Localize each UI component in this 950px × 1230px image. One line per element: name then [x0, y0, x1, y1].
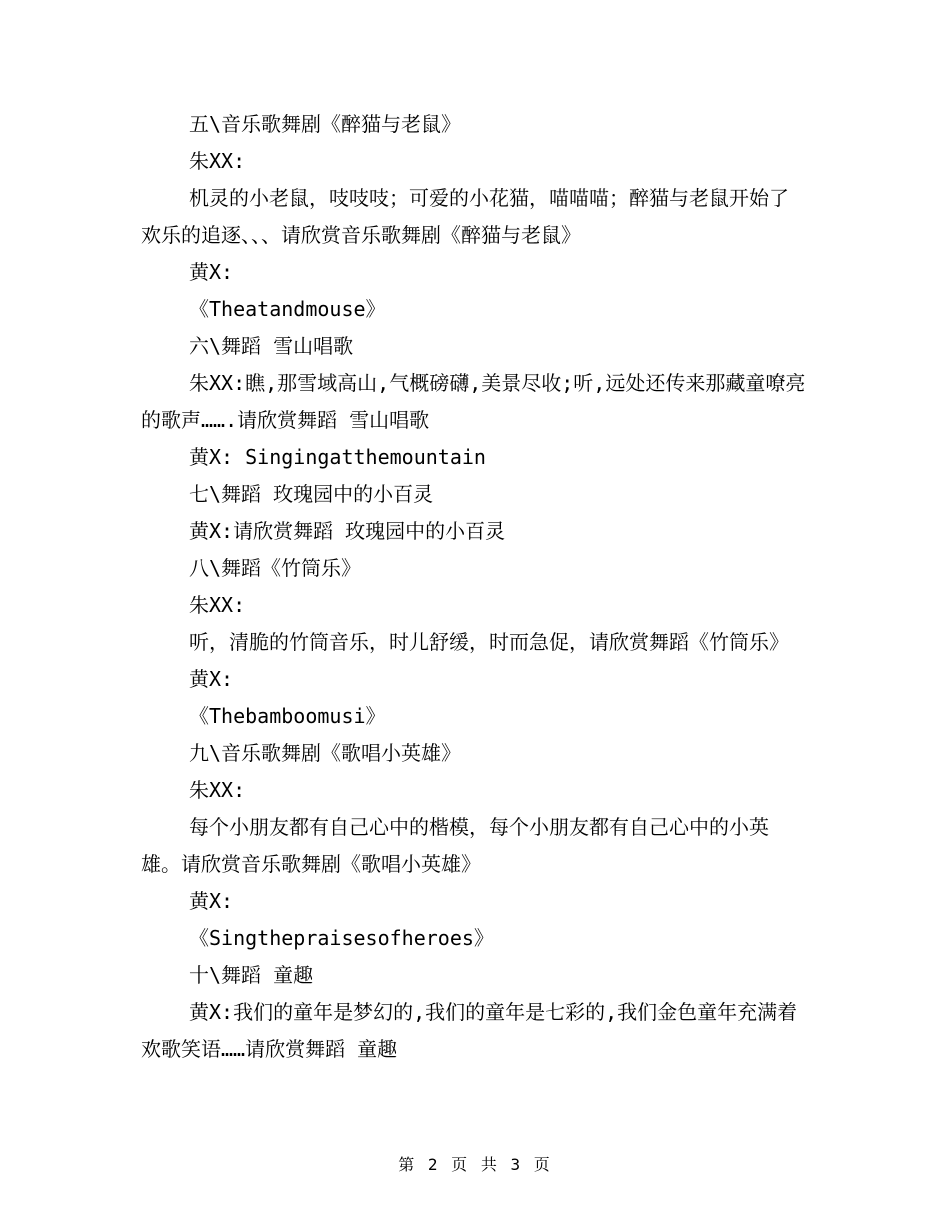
paragraph: 黄X: Singingatthemountain: [189, 445, 486, 469]
paragraph: 朱XX:: [189, 149, 246, 173]
paragraph: 黄X:: [189, 889, 234, 913]
paragraph: 黄X:请欣赏舞蹈 玫瑰园中的小百灵: [189, 519, 506, 543]
paragraph: 黄X:我们的童年是梦幻的,我们的童年是七彩的,我们金色童年充满着欢歌笑语……请欣赏舞蹈 童趣: [141, 1000, 798, 1061]
paragraph: 十\舞蹈 童趣: [189, 963, 314, 987]
paragraph: 六\舞蹈 雪山唱歌: [189, 334, 354, 358]
paragraph: 五\音乐歌舞剧《醉猫与老鼠》: [189, 112, 462, 136]
paragraph: 机灵的小老鼠，吱吱吱；可爱的小花猫，喵喵喵；醉猫与老鼠开始了欢乐的追逐、、、请欣赏音乐歌舞剧《醉猫与老鼠》: [141, 186, 789, 247]
paragraph: 黄X:: [189, 260, 234, 284]
paragraph: 八\舞蹈《竹筒乐》: [189, 556, 362, 580]
page-number-footer: 第 2 页 共 3 页: [398, 1155, 552, 1174]
paragraph: 黄X:: [189, 667, 234, 691]
page-body: [141, 106, 806, 1068]
paragraph: 朱XX:: [189, 593, 246, 617]
paragraph: 《Theatandmouse》: [189, 297, 386, 321]
paragraph: 《Singthepraisesofheroes》: [189, 926, 494, 950]
paragraph: 朱XX:瞧,那雪域高山,气概磅礴,美景尽收;听,远处还传来那藏童嘹亮的歌声…….请欣赏舞蹈 雪山唱歌: [141, 371, 806, 432]
paragraph: 七\舞蹈 玫瑰园中的小百灵: [189, 482, 434, 506]
paragraph: 每个小朋友都有自己心中的楷模，每个小朋友都有自己心中的小英雄。请欣赏音乐歌舞剧《歌唱小英雄》: [141, 815, 769, 876]
paragraph: 听，清脆的竹筒音乐，时儿舒缓，时而急促，请欣赏舞蹈《竹筒乐》: [189, 630, 789, 654]
paragraph: 九\音乐歌舞剧《歌唱小英雄》: [189, 741, 462, 765]
paragraph: 《Thebamboomusi》: [189, 704, 386, 728]
paragraph: 朱XX:: [189, 778, 246, 802]
